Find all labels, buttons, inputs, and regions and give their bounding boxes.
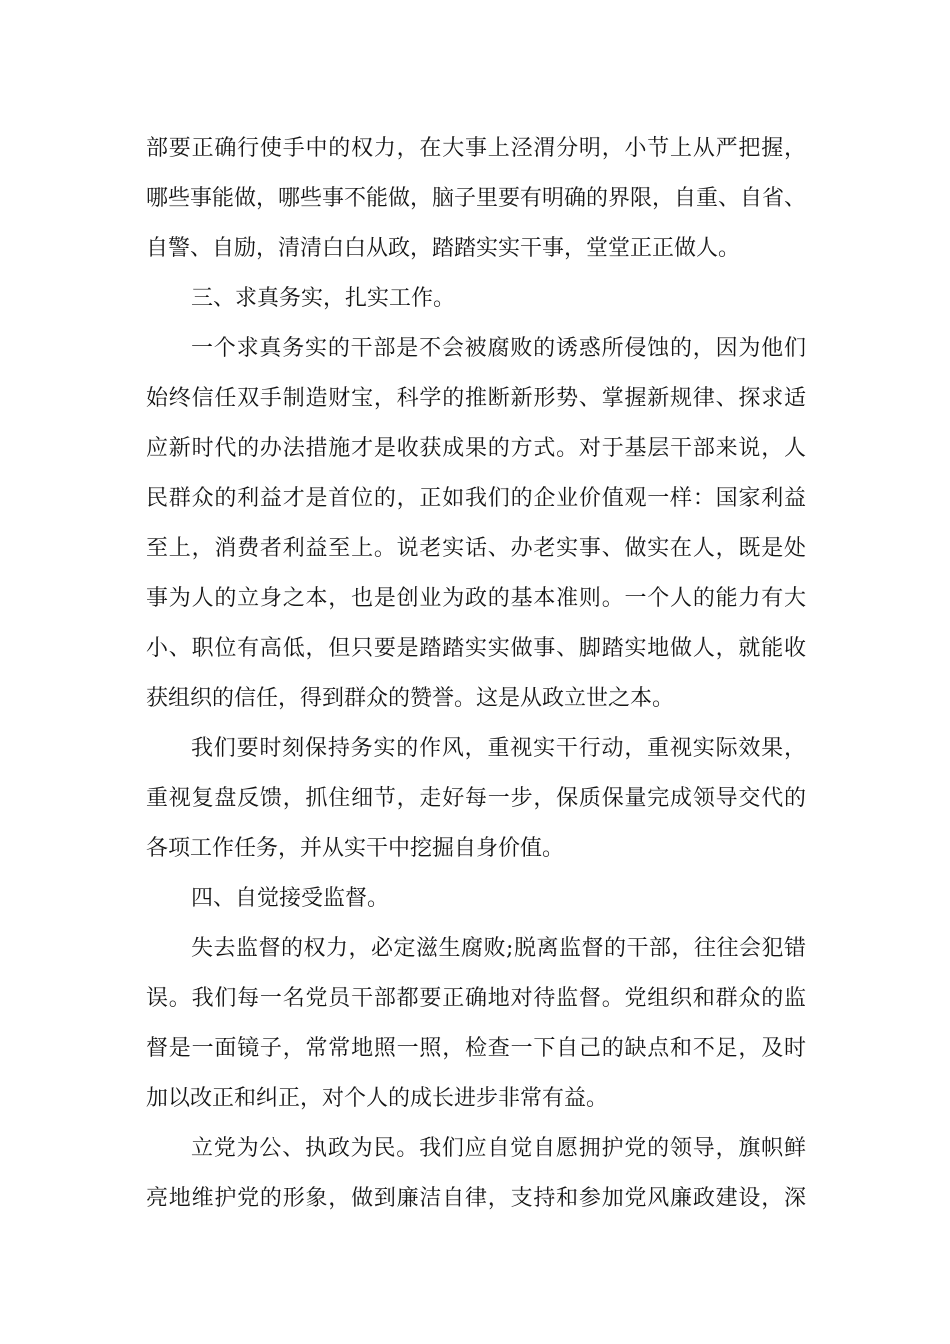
section-heading: 四、自觉接受监督。: [191, 886, 390, 911]
text-line: 获组织的信任，得到群众的赞誉。这是从政立世之本。: [146, 686, 675, 711]
text-line: 始终信任双手制造财宝，科学的推断新形势、掌握新规律、探求适: [146, 386, 806, 411]
text-line: 各项工作任务，并从实干中挖掘自身价值。: [146, 836, 565, 861]
text-line: 重视复盘反馈，抓住细节，走好每一步，保质保量完成领导交代的: [146, 786, 806, 811]
text-line: 亮地维护党的形象，做到廉洁自律，支持和参加党风廉政建设，深: [146, 1186, 806, 1211]
text-line: 部要正确行使手中的权力，在大事上泾渭分明，小节上从严把握，: [146, 136, 806, 161]
text-line: 事为人的立身之本，也是创业为政的基本准则。一个人的能力有大: [146, 586, 806, 611]
text-line: 小、职位有高低，但只要是踏踏实实做事、脚踏实地做人，就能收: [146, 636, 806, 661]
text-line: 自警、自励，清清白白从政，踏踏实实干事，堂堂正正做人。: [146, 236, 741, 261]
text-line: 督是一面镜子，常常地照一照，检查一下自己的缺点和不足，及时: [146, 1036, 806, 1061]
text-line: 至上，消费者利益至上。说老实话、办老实事、做实在人，既是处: [146, 536, 806, 561]
text-line: 民群众的利益才是首位的，正如我们的企业价值观一样：国家利益: [146, 486, 806, 511]
text-line: 哪些事能做，哪些事不能做，脑子里要有明确的界限，自重、自省、: [146, 186, 807, 211]
text-line: 立党为公、执政为民。我们应自觉自愿拥护党的领导，旗帜鲜: [191, 1136, 806, 1161]
text-line: 我们要时刻保持务实的作风，重视实干行动，重视实际效果，: [191, 736, 806, 761]
text-line: 失去监督的权力，必定滋生腐败;脱离监督的干部，往往会犯错: [191, 936, 806, 961]
text-line: 误。我们每一名党员干部都要正确地对待监督。党组织和群众的监: [146, 986, 806, 1011]
text-line: 一个求真务实的干部是不会被腐败的诱惑所侵蚀的，因为他们: [191, 336, 806, 361]
section-heading: 三、求真务实，扎实工作。: [191, 286, 456, 311]
text-line: 应新时代的办法措施才是收获成果的方式。对于基层干部来说，人: [146, 436, 806, 461]
text-line: 加以改正和纠正，对个人的成长进步非常有益。: [146, 1086, 609, 1111]
